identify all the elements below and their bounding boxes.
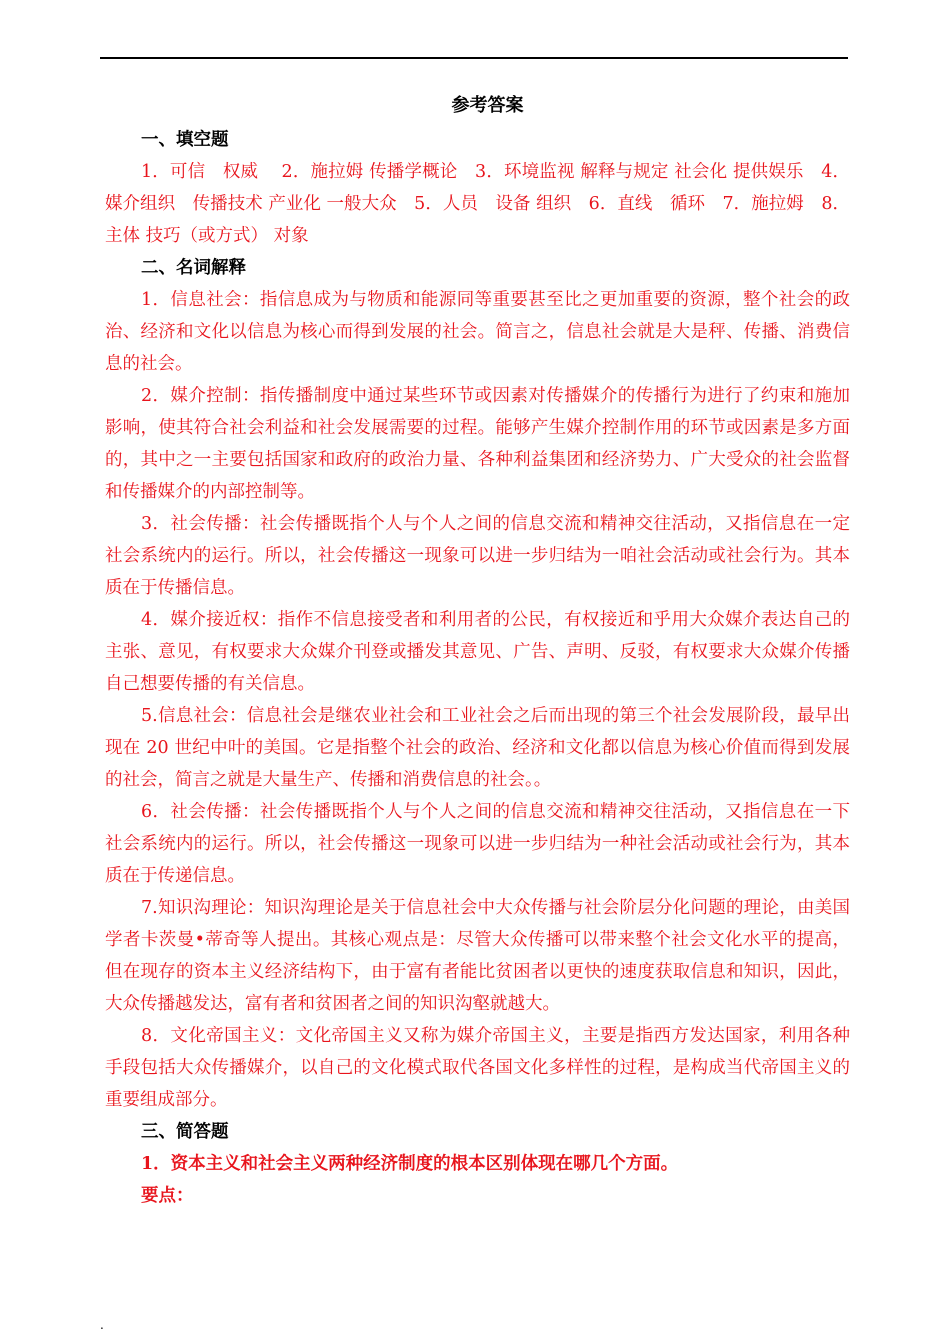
term-paragraph: 1．信息社会：指信息成为与物质和能源同等重要甚至比之更加重要的资源，整个社会的政治、经济和文化以信息为核心而得到发展的社会。简言之，信息社会就是大是秤、传播、消费信息的社会。 [105, 290, 850, 374]
term-paragraph: 8．文化帝国主义：文化帝国主义又称为媒介帝国主义，主要是指西方发达国家，利用各种手段包括大众传播媒介，以自己的文化模式取代各国文化多样性的过程，是构成当代帝国主义的重要组成部分。 [105, 1026, 850, 1110]
term-paragraph: 5.信息社会：信息社会是继农业社会和工业社会之后而出现的第三个社会发展阶段，最早出现在 20 世纪中叶的美国。它是指整个社会的政治、经济和文化都以信息为核心价值而得到发展的社会，简言之就是大量生产、传播和消费信息的社会。。 [105, 706, 850, 790]
section-heading-fill-blank: 一、填空题 [141, 130, 229, 150]
fill-blank-answers: 1．可信 权威 2．施拉姆 传播学概论 3．环境监视 解释与规定 社会化 提供娱乐 4．媒介组织 传播技术 产业化 一般大众 5．人员 设备 组织 6．直线 循环 7．施拉姆 8．主体 技巧（或方式） 对象 [105, 162, 850, 246]
document-body [105, 90, 850, 1212]
term-paragraph: 7.知识沟理论：知识沟理论是关于信息社会中大众传播与社会阶层分化问题的理论，由美国学者卡茨曼•蒂奇等人提出。其核心观点是：尽管大众传播可以带来整个社会文化水平的提高，但在现存的资本主义经济结构下，由于富有者能比贫困者以更快的速度获取信息和知识，因此，大众传播越发达，富有者和贫困者之间的知识沟壑就越大。 [105, 898, 850, 1014]
page-title: 参考答案 [451, 95, 524, 116]
term-paragraph: 2．媒介控制：指传播制度中通过某些环节或因素对传播媒介的传播行为进行了约束和施加影响，使其符合社会利益和社会发展需要的过程。能够产生媒介控制作用的环节或因素是多方面的，其中之一主要包括国家和政府的政治力量、各种利益集团和经济势力、广大受众的社会监督和传播媒介的内部控制等。 [105, 386, 850, 502]
section-heading-short-answer: 三、简答题 [141, 1122, 229, 1142]
term-paragraph: 4．媒介接近权：指作不信息接受者和利用者的公民，有权接近和乎用大众媒介表达自己的主张、意见，有权要求大众媒介刊登或播发其意见、广告、声明、反驳，有权要求大众媒介传播自己想要传播的有关信息。 [105, 610, 850, 694]
short-answer-question: 1．资本主义和社会主义两种经济制度的根本区别体现在哪几个方面。 [141, 1154, 679, 1174]
points-label: 要点： [141, 1186, 194, 1206]
section-heading-terms: 二、名词解释 [141, 258, 246, 278]
header-rule [100, 57, 848, 59]
term-paragraph: 6．社会传播：社会传播既指个人与个人之间的信息交流和精神交往活动，又指信息在一下社会系统内的运行。所以，社会传播这一现象可以进一步归结为一种社会活动或社会行为，其本质在于传递信息。 [105, 802, 850, 886]
term-paragraph: 3．社会传播：社会传播既指个人与个人之间的信息交流和精神交往活动，又指信息在一定社会系统内的运行。所以，社会传播这一现象可以进一步归结为一咱社会活动或社会行为。其本质在于传播信息。 [105, 514, 850, 598]
footer-mark: . [100, 1318, 104, 1332]
